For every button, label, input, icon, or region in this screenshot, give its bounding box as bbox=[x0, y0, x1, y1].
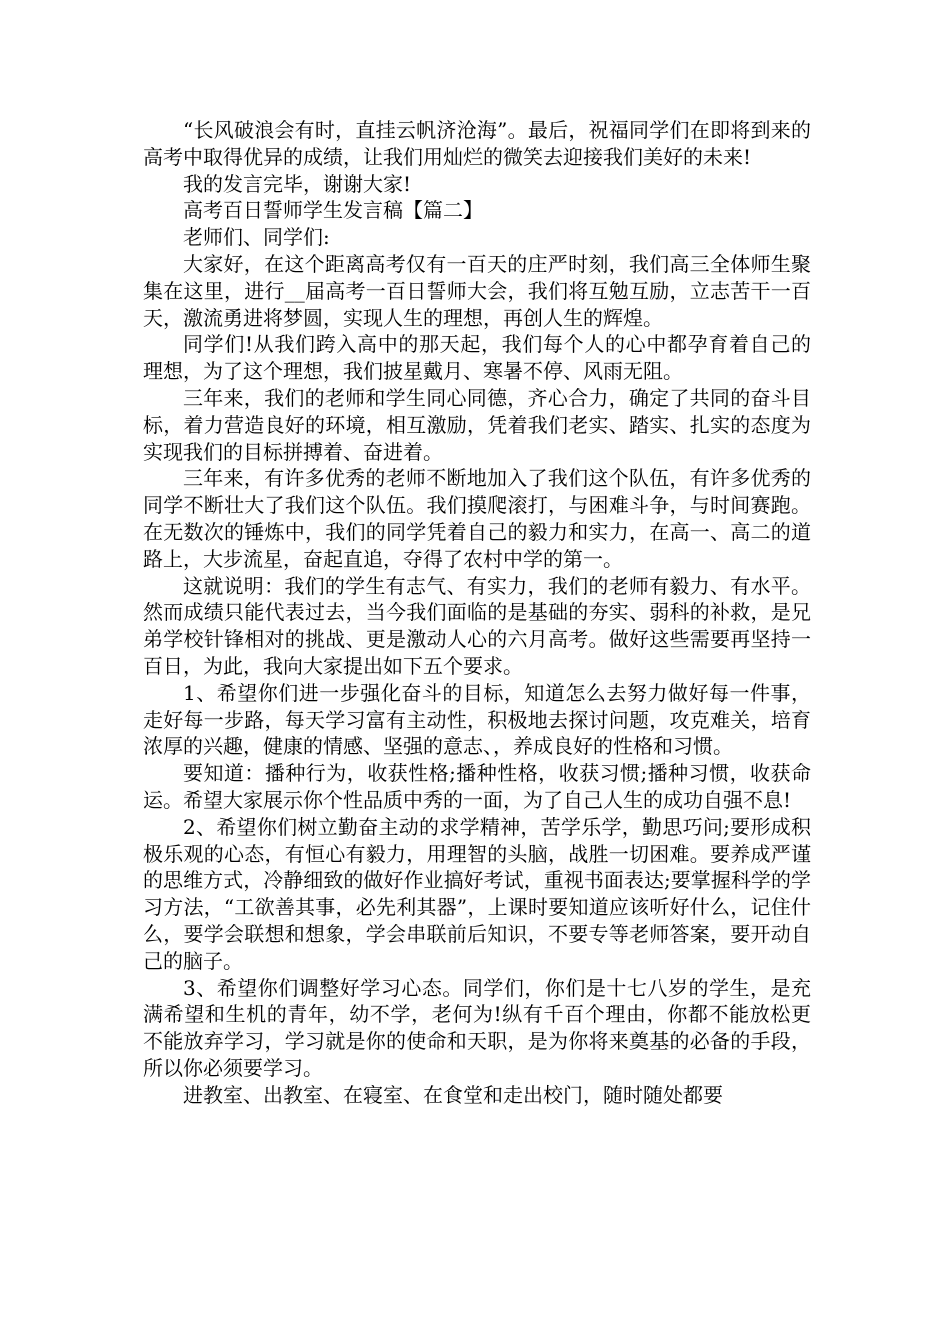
paragraph-closing-quote: “长风破浪会有时，直挂云帆济沧海”。最后，祝福同学们在即将到来的高考中取得优异的成绩，让我们用灿烂的微笑去迎接我们美好的未来! bbox=[143, 118, 811, 169]
paragraph-request-1: 1、希望你们进一步强化奋斗的目标，知道怎么去努力做好每一件事，走好每一步路，每天学习富有主动性，积极地去探讨问题，攻克难关，培育浓厚的兴趣，健康的情感、坚强的意志、，养成良好的性格和习惯。 bbox=[143, 680, 811, 759]
paragraph-greeting: 大家好，在这个距离高考仅有一百天的庄严时刻，我们高三全体师生聚集在这里，进行__届高考一百日誓师大会，我们将互勉互励，立志苦干一百天，激流勇进将梦圆，实现人生的理想，再创人生的辉煌。 bbox=[143, 251, 811, 330]
document-page bbox=[143, 117, 811, 1108]
paragraph-continued: 进教室、出教室、在寝室、在食堂和走出校门，随时随处都要 bbox=[183, 1082, 723, 1107]
paragraph-request-3: 3、希望你们调整好学习心态。同学们，你们是十七八岁的学生，是充满希望和生机的青年，幼不学，老何为!纵有千百个理由，你都不能放松更不能放弃学习，学习就是你的使命和天职，是为你将来奠基的必备的手段，所以你必须要学习。 bbox=[143, 975, 811, 1080]
salutation: 老师们、同学们: bbox=[183, 225, 330, 250]
paragraph-three-years-1: 三年来，我们的老师和学生同心同德，齐心合力，确定了共同的奋斗目标，着力营造良好的环境，相互激励，凭着我们老实、踏实、扎实的态度为实现我们的目标拼搏着、奋进着。 bbox=[143, 385, 811, 464]
paragraph-classmates: 同学们!从我们跨入高中的那天起，我们每个人的心中都孕育着自己的理想，为了这个理想，我们披星戴月、寒暑不停、风雨无阻。 bbox=[143, 332, 811, 384]
paragraph-speech-end: 我的发言完毕，谢谢大家! bbox=[183, 171, 412, 196]
paragraph-explanation: 这就说明：我们的学生有志气、有实力，我们的老师有毅力、有水平。然而成绩只能代表过去，当今我们面临的是基础的夯实、弱科的补救，是兄弟学校针锋相对的挑战、更是激动人心的六月高考。做好这些需要再坚持一百日，为此，我向大家提出如下五个要求。 bbox=[143, 573, 811, 678]
paragraph-request-2: 2、希望你们树立勤奋主动的求学精神，苦学乐学，勤思巧问;要形成积极乐观的心态，有恒心有毅力，用理智的头脑，战胜一切困难。要养成严谨的思维方式，冷静细致的做好作业搞好考试，重视书面表达;要掌握科学的学习方法，“工欲善其事，必先利其器”，上课时要知道应该听好什么，记住什么，要学会联想和想象，学会串联前后知识，不要专等老师答案，要开动自己的脑子。 bbox=[143, 814, 811, 973]
paragraph-know: 要知道：播种行为，收获性格;播种性格，收获习惯;播种习惯，收获命运。希望大家展示你个性品质中秀的一面，为了自己人生的成功自强不息! bbox=[143, 761, 811, 812]
section-heading: 高考百日誓师学生发言稿【篇二】 bbox=[183, 198, 483, 223]
paragraph-three-years-2: 三年来，有许多优秀的老师不断地加入了我们这个队伍，有许多优秀的同学不断壮大了我们这个队伍。我们摸爬滚打，与困难斗争，与时间赛跑。在无数次的锤炼中，我们的同学凭着自己的毅力和实力，在高一、高二的道路上，大步流星，奋起直追，夺得了农村中学的第一。 bbox=[143, 466, 811, 571]
